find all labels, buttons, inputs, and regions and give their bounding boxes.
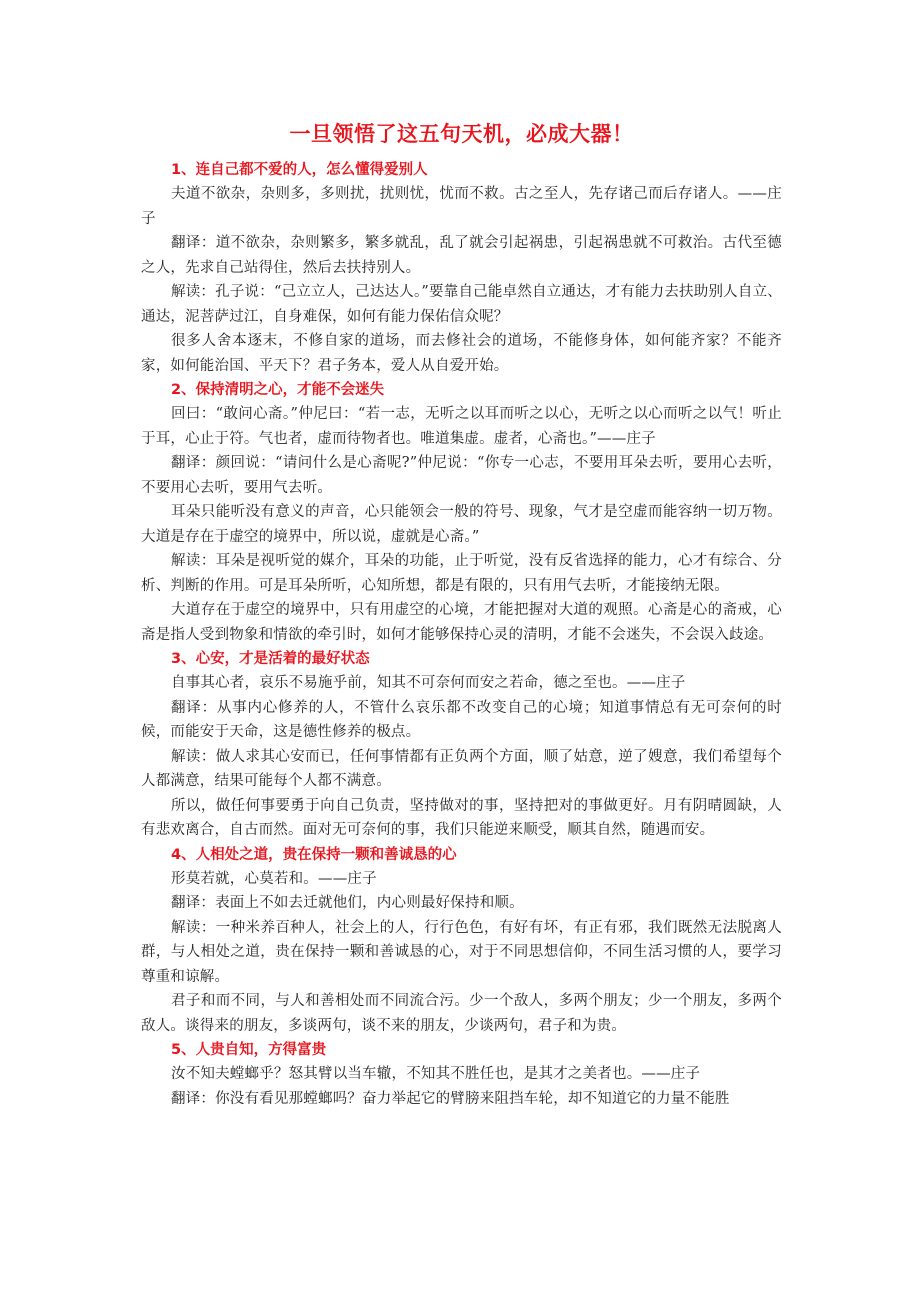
section-paragraph: 自事其心者，哀乐不易施乎前，知其不可奈何而安之若命，德之至也。——庄子 [171,675,686,691]
section-paragraph: 汝不知夫螳螂乎？怒其臂以当车辙，不知其不胜任也，是其才之美者也。——庄子 [171,1066,701,1082]
section-paragraph: 解读：孔子说：“己立立人，己达达人。”要靠自己能卓然自立通达，才有能力去扶助别人自立、通达，泥菩萨过江，自身难保，如何有能力保佑信众呢？ [141,284,782,325]
section-4 [141,843,782,1039]
section-paragraph: 解读：做人求其心安而已，任何事情都有正负两个方面，顺了姑意，逆了嫂意，我们希望每个人都满意，结果可能每个人都不满意。 [141,748,782,789]
section-paragraph: 翻译：道不欲杂，杂则繁多，繁多就乱，乱了就会引起祸患，引起祸患就不可救治。古代至德之人，先求自己站得住，然后去扶持别人。 [141,235,782,276]
section-paragraph: 解读：一种米养百种人，社会上的人，行行色色，有好有坏，有正有邪，我们既然无法脱离人群，与人相处之道，贵在保持一颗和善诚恳的心，对于不同思想信仰，不同生活习惯的人，要学习尊重和谅解。 [141,919,782,985]
section-paragraph: 夫道不欲杂，杂则多，多则扰，扰则忧，忧而不救。古之至人，先存诸己而后存诸人。——庄子 [141,186,782,227]
section-heading: 1、连自己都不爱的人，怎么懂得爱别人 [171,162,428,178]
section-paragraph: 君子和而不同，与人和善相处而不同流合污。少一个敌人，多两个朋友；少一个朋友，多两个敌人。谈得来的朋友，多谈两句，谈不来的朋友，少谈两句，君子和为贵。 [141,993,782,1034]
section-paragraph: 大道存在于虚空的境界中，只有用虚空的心境，才能把握对大道的观照。心斋是心的斋戒，心斋是指人受到物象和情欲的牵引时，如何才能够保持心灵的清明，才能不会迷失，不会误入歧途。 [141,602,782,643]
section-2 [141,378,782,647]
section-paragraph: 形莫若就，心莫若和。——庄子 [171,870,377,887]
section-heading: 2、保持清明之心，才能不会迷失 [171,382,385,398]
section-3 [141,647,782,843]
section-1 [141,158,782,378]
section-heading: 4、人相处之道，贵在保持一颗和善诚恳的心 [171,846,457,863]
section-paragraph: 所以，做任何事要勇于向自己负责，坚持做对的事，坚持把对的事做更好。月有阴晴圆缺，人有悲欢离合，自古而然。面对无可奈何的事，我们只能逆来顺受，顺其自然，随遇而安。 [141,797,782,838]
section-paragraph: 翻译：颜回说：“请问什么是心斋呢?”仲尼说：“你专一心志，不要用耳朵去听，要用心去听，不要用心去听，要用气去听。 [141,455,782,496]
section-paragraph: 翻译：从事内心修养的人，不管什么哀乐都不改变自己的心境；知道事情总有无可奈何的时候，而能安于天命，这是德性修养的极点。 [141,699,782,740]
section-paragraph: 很多人舍本逐末，不修自家的道场，而去修社会的道场，不能修身体，如何能齐家？不能齐家，如何能治国、平天下？君子务本，爱人从自爱开始。 [141,333,782,374]
section-heading: 3、心安，才是活着的最好状态 [171,651,370,667]
section-paragraph: 耳朵只能听没有意义的声音，心只能领会一般的符号、现象，气才是空虚而能容纳一切万物。大道是存在于虚空的境界中，所以说，虚就是心斋。” [141,504,782,545]
section-paragraph: 翻译：你没有看见那螳螂吗？奋力举起它的臂膀来阻挡车轮，却不知道它的力量不能胜 [171,1090,730,1107]
document-title: 一旦领悟了这五句天机，必成大器！ [289,122,634,146]
section-paragraph: 翻译：表面上不如去迁就他们，内心则最好保持和顺。 [171,895,524,911]
section-5 [141,1038,782,1111]
section-heading: 5、人贵自知，方得富贵 [171,1042,327,1058]
document-body [141,158,782,1111]
section-paragraph: 回曰：“敢问心斋。”仲尼曰：“若一志，无听之以耳而听之以心，无听之以心而听之以气！听止于耳，心止于符。气也者，虚而待物者也。唯道集虚。虚者，心斋也。”——庄子 [141,406,782,447]
section-paragraph: 解读：耳朵是视听觉的媒介，耳朵的功能，止于听觉，没有反省选择的能力，心才有综合、分析、判断的作用。可是耳朵所听，心知所想，都是有限的，只有用气去听，才能接纳无限。 [141,553,782,594]
